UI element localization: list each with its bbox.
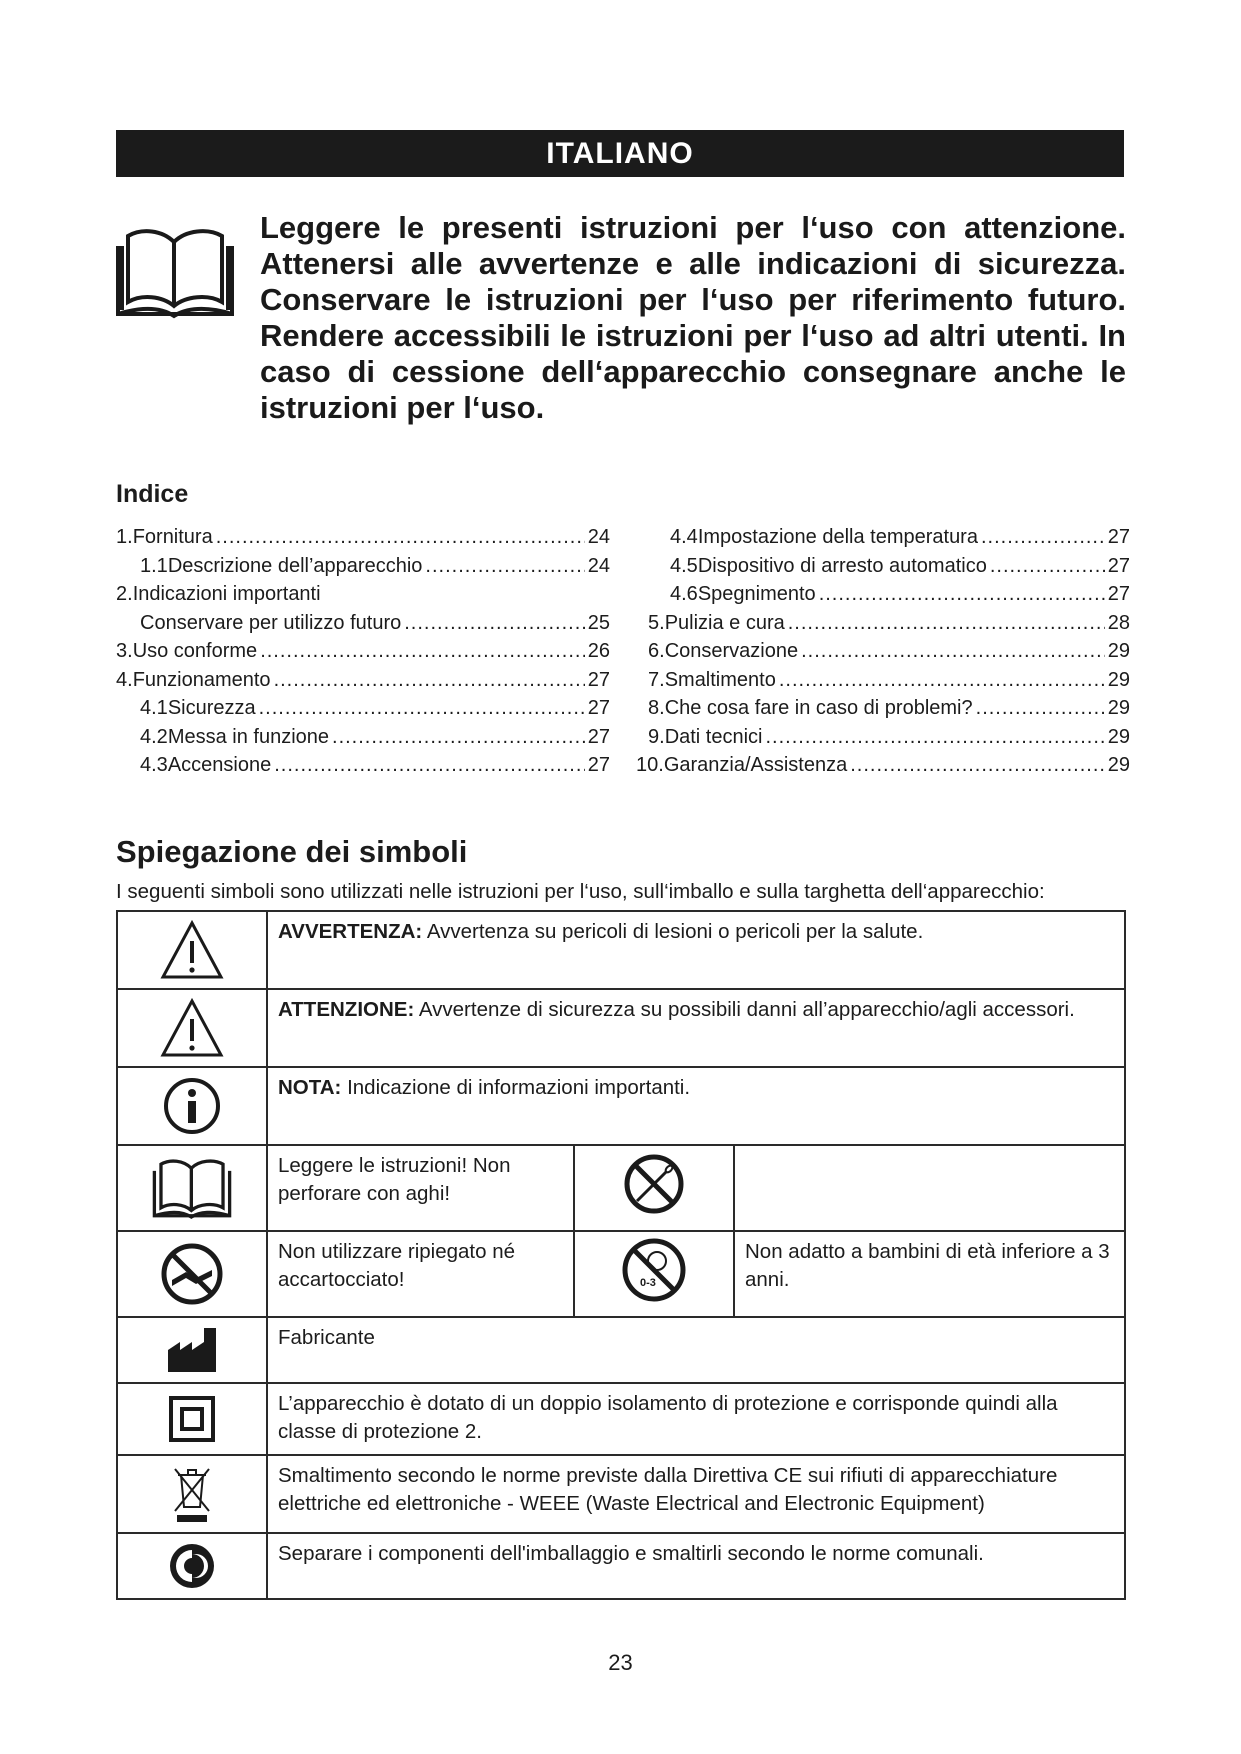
toc-entry: 9. Dati tecnici ..... 29 — [636, 723, 1130, 752]
manufacturer-text: Fabricante — [267, 1317, 1125, 1383]
green-dot-icon — [168, 1542, 216, 1590]
toc-entry: 4.1 Sicurezza ..... 27 — [116, 694, 610, 723]
table-row — [117, 1383, 1125, 1455]
open-book-icon — [151, 1155, 233, 1221]
toc-entry: 1. Fornitura ..... 24 — [116, 523, 610, 552]
no-folding-icon — [160, 1242, 224, 1306]
toc-entry: 4.6 Spegnimento ..... 27 — [636, 580, 1130, 609]
info-icon — [162, 1076, 222, 1136]
index-heading: Indice — [116, 480, 189, 508]
language-header: ITALIANO — [116, 130, 1124, 177]
toc-entry: Conservare per utilizzo futuro ..... 25 — [116, 609, 610, 638]
toc-right-column — [636, 523, 1130, 780]
toc-entry: 8. Che cosa fare in caso di problemi? ..... 29 — [636, 694, 1130, 723]
toc-entry: 6. Conservazione ..... 29 — [636, 637, 1130, 666]
crossed-bin-icon — [169, 1465, 215, 1523]
table-row — [117, 1231, 1125, 1317]
no-folding-text: Non utilizzare ripiegato né accartocciato! — [267, 1231, 574, 1317]
caution-triangle-icon — [159, 997, 225, 1059]
toc-entry: 2. Indicazioni importanti — [116, 583, 321, 605]
table-row — [117, 1145, 1125, 1231]
open-book-icon — [114, 222, 236, 322]
page-number: 23 — [608, 1650, 633, 1675]
toc-left-column — [116, 523, 610, 780]
read-instructions-text: Leggere le istruzioni! Non perforare con aghi! — [267, 1145, 574, 1231]
toc-entry: 4.2 Messa in funzione ..... 27 — [116, 723, 610, 752]
toc-entry: 4.5 Dispositivo di arresto automatico ..... 27 — [636, 552, 1130, 581]
factory-icon — [166, 1326, 218, 1374]
double-insulation-icon — [169, 1396, 215, 1442]
table-row — [117, 1533, 1125, 1599]
toc-entry: 4. Funzionamento ..... 27 — [116, 666, 610, 695]
table-row — [117, 1317, 1125, 1383]
toc-entry: 5. Pulizia e cura ..... 28 — [636, 609, 1130, 638]
intro-paragraph: Leggere le presenti istruzioni per l‘uso con attenzione. Attenersi alle avvertenze e alle indicazioni di sicurezza. Conservare le istruzioni per l‘uso per riferimento futuro. Rendere accessibili le istruzioni per l‘uso ad altri utenti. In caso di cessione dell‘apparecchio consegnare anche le istruzioni per l‘uso. — [260, 210, 1126, 425]
toc-entry: 7. Smaltimento ..... 29 — [636, 666, 1130, 695]
table-row — [117, 989, 1125, 1067]
toc-entry: 3. Uso conforme ..... 26 — [116, 637, 610, 666]
no-needles-icon — [623, 1153, 685, 1215]
symbols-table — [116, 910, 1126, 1600]
warning-triangle-icon — [159, 919, 225, 981]
not-for-children-icon — [621, 1237, 687, 1303]
class2-text: L’apparecchio è dotato di un doppio isolamento di protezione e corrisponde quindi alla classe di protezione 2. — [267, 1383, 1125, 1455]
toc-entry: 4.4 Impostazione della temperatura ..... 27 — [636, 523, 1130, 552]
symbols-heading: Spiegazione dei simboli — [116, 834, 468, 869]
svg-text:0-3: 0-3 — [640, 1277, 656, 1289]
weee-text: Smaltimento secondo le norme previste dalla Direttiva CE sui rifiuti di apparecchiature elettriche ed elettroniche - WEEE (Waste Electrical and Electronic Equipment) — [267, 1455, 1125, 1533]
table-row — [117, 1067, 1125, 1145]
not-for-children-text: Non adatto a bambini di età inferiore a 3 anni. — [734, 1231, 1125, 1317]
warning-description: AVVERTENZA: Avvertenza su pericoli di lesioni o pericoli per la salute. — [267, 911, 1125, 989]
caution-description: ATTENZIONE: Avvertenze di sicurezza su possibili danni all’apparecchio/agli accessori. — [267, 989, 1125, 1067]
recycle-text: Separare i componenti dell'imballaggio e smaltirli secondo le norme comunali. — [267, 1533, 1125, 1599]
note-description: NOTA: Indicazione di informazioni importanti. — [267, 1067, 1125, 1145]
toc-entry: 10. Garanzia/Assistenza ..... 29 — [636, 751, 1130, 780]
table-row — [117, 1455, 1125, 1533]
table-row — [117, 911, 1125, 989]
symbols-intro: I seguenti simboli sono utilizzati nelle istruzioni per l‘uso, sull‘imballo e sulla targhetta dell‘apparecchio: — [116, 880, 1045, 903]
toc-entry: 1.1 Descrizione dell’apparecchio ..... 24 — [116, 552, 610, 581]
toc-entry: 4.3 Accensione ..... 27 — [116, 751, 610, 780]
